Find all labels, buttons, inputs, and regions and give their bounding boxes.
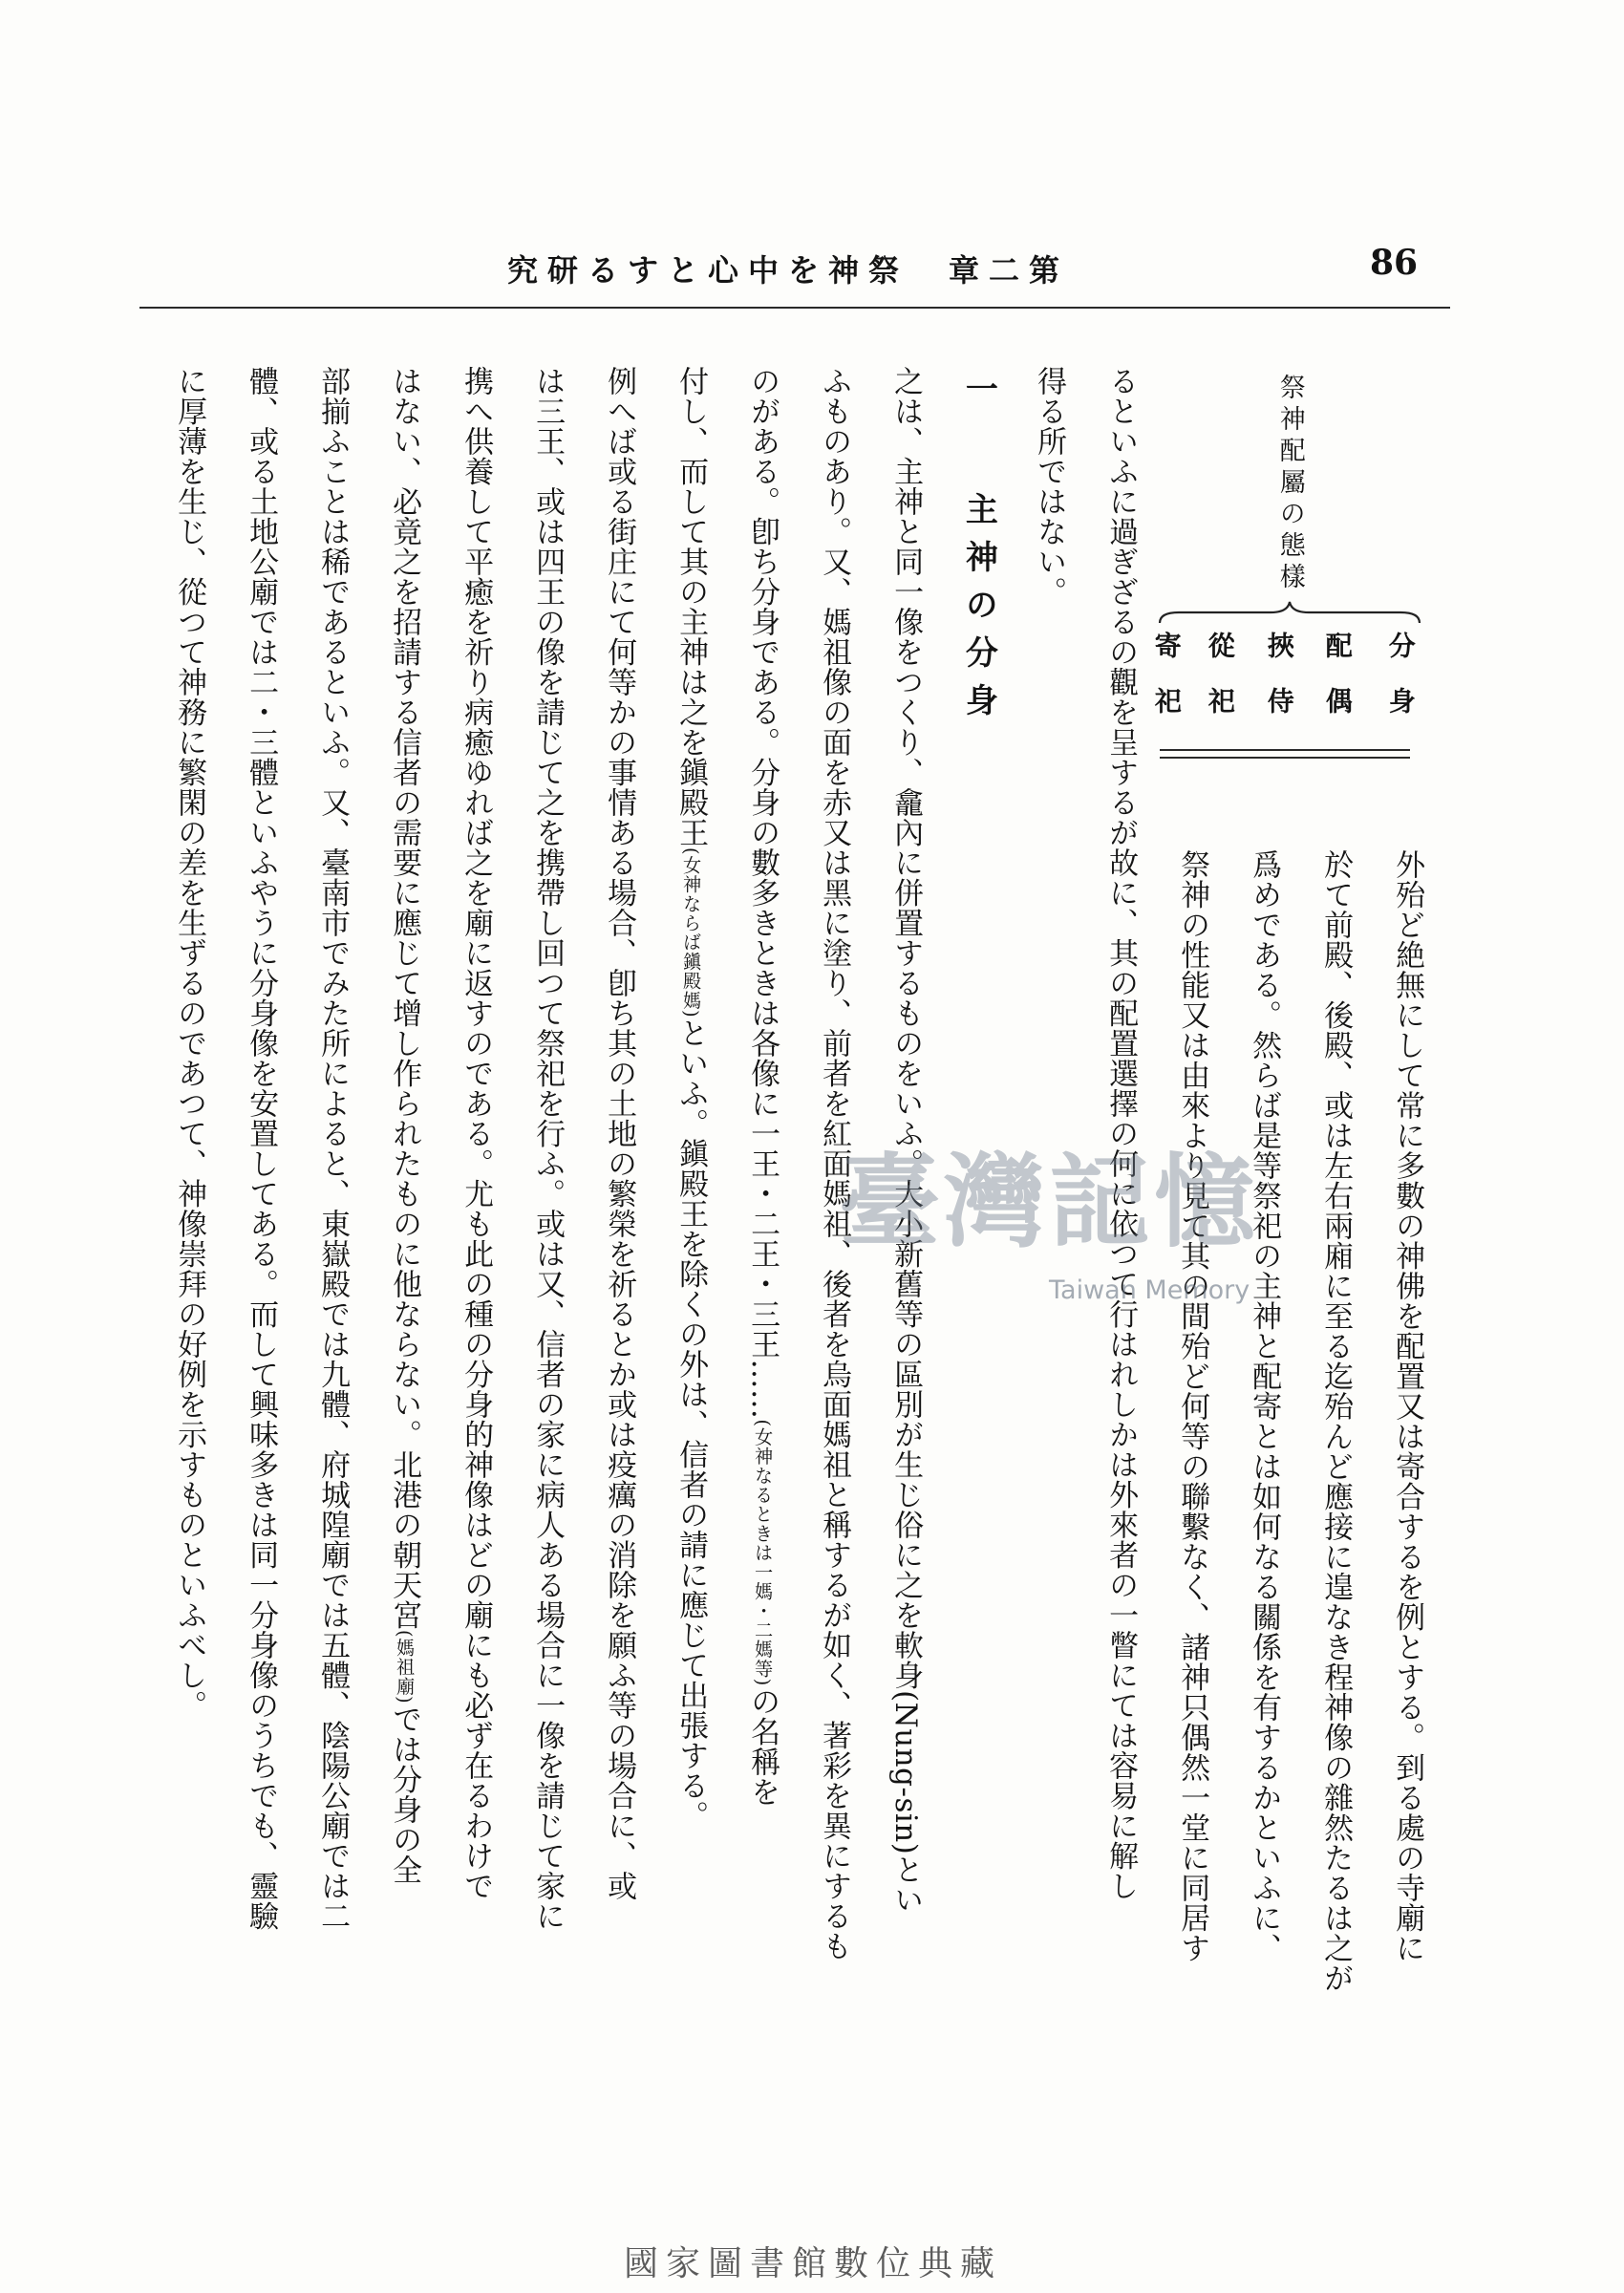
footer-source: 國家圖書館數位典藏 [624, 2244, 1003, 2283]
body-line: 例へば或る街庄にて何等かの事情ある場合、卽ち其の土地の繁榮を祈るとか或は疫癘の消除を願ふ等の場合に、或 [602, 366, 637, 1901]
body-line: 携へ供養して平癒を祈り病癒ゆれば之を廟に返すのである。尤も此の種の分身的神像はどの廟にも必ず在るわけで [459, 366, 494, 1901]
body-line [746, 366, 779, 1807]
body-line: 之は、主神と同一像をつくり、龕內に併置するものをいふ。大小新舊等の區別が生じ俗に之を軟身(Nung-sin)とい [888, 366, 924, 1916]
sidebox-double-rule-top [1160, 749, 1410, 751]
watermark-subtitle: Taiwan Memory [1049, 1275, 1250, 1305]
continuation-line: 得る所ではない。 [1032, 366, 1067, 607]
classification-item: 分身 [1384, 632, 1417, 742]
continuation-line: 祭神の性能又は由來より見て其の間殆ど何等の聯繫なく、諸神只偶然一堂に同居す [1175, 849, 1210, 1963]
continuation-line: 外殆ど絶無にして常に多數の神佛を配置又は寄合するを例とする。到る處の寺廟に [1390, 849, 1425, 1963]
line-text-continued: では分身の全 [387, 1704, 422, 1885]
classification-item: 從祀 [1204, 632, 1236, 742]
running-title: 第二章 祭神を中心とする研究 [506, 252, 1069, 289]
inline-note: (女神ならば鎭殿媽) [680, 847, 703, 1018]
body-line: に厚薄を生じ、從つて神務に繁閑の差を生ずるのであつて、神像崇拜の好例を示すものといふべし。 [172, 366, 207, 1721]
body-line [388, 366, 420, 1885]
classification-item: 配偶 [1321, 632, 1354, 742]
line-text-continued: といふ。鎭殿王を除くの外は、信者の請に應じて出張する。 [673, 1018, 709, 1832]
sidebox-title: 祭神配屬の態樣 [1274, 374, 1305, 594]
page-number: 86 [1370, 243, 1419, 283]
inline-note: (女神なるときは一媽・二媽等) [752, 1419, 775, 1687]
continuation-line: 爲めである。然らば是等祭祀の主神と配寄とは如何なる關係を有するかといふに、 [1247, 849, 1282, 1963]
continuation-line: 於て前殿、後殿、或は左右兩廂に至る迄殆んど應接に遑なき程神像の雜然たるは之が [1318, 849, 1354, 1993]
header-rule [139, 307, 1450, 309]
watermark-text: 臺灣記憶 [839, 1142, 1259, 1261]
line-text-continued: の名稱を [745, 1686, 780, 1808]
body-line: 體、或る土地公廟では二・三體といふやうに分身像を安置してある。而して興味多きは同一分身像のうちでも、靈驗 [244, 366, 279, 1931]
classification-item: 挾侍 [1263, 632, 1295, 742]
line-text: 付し、而して其の主神は之を鎭殿王 [673, 366, 709, 847]
continuation-line: るといふに過ぎざるの觀を呈するが故に、其の配置選擇の何に依つて行はれしかは外來者の一瞥にては容易に解し [1103, 366, 1139, 1901]
inline-note: (媽祖廟) [394, 1630, 417, 1704]
sidebox-double-rule-bottom [1160, 757, 1410, 759]
body-line: 部揃ふことは稀であるといふ。又、臺南市でみた所によると、東嶽殿では九體、府城隍廟では五體、陰陽公廟では二 [315, 366, 351, 1931]
body-line: は三王、或は四王の像を請じて之を携帶し回つて祭祀を行ふ。或は又、信者の家に病人ある場合に一像を請じて家に [530, 366, 566, 1931]
body-line [674, 366, 707, 1831]
line-text: はない、必竟之を招請する信者の需要に應じて增し作られたものに他ならない。北港の朝天宮 [387, 366, 422, 1630]
classification-item: 寄祀 [1150, 632, 1183, 742]
section-number: 一 [959, 372, 998, 404]
body-line: ふものあり。又、媽祖像の面を赤又は黑に塗り、前者を紅面媽祖、後者を烏面媽祖と稱するが如く、著彩を異にするも [817, 366, 852, 1961]
curly-brace [1158, 600, 1421, 625]
line-text: のがある。卽ち分身である。分身の數多きときは各像に一王・二王・三王…… [745, 366, 780, 1420]
section-heading: 主神の分身 [959, 492, 998, 731]
